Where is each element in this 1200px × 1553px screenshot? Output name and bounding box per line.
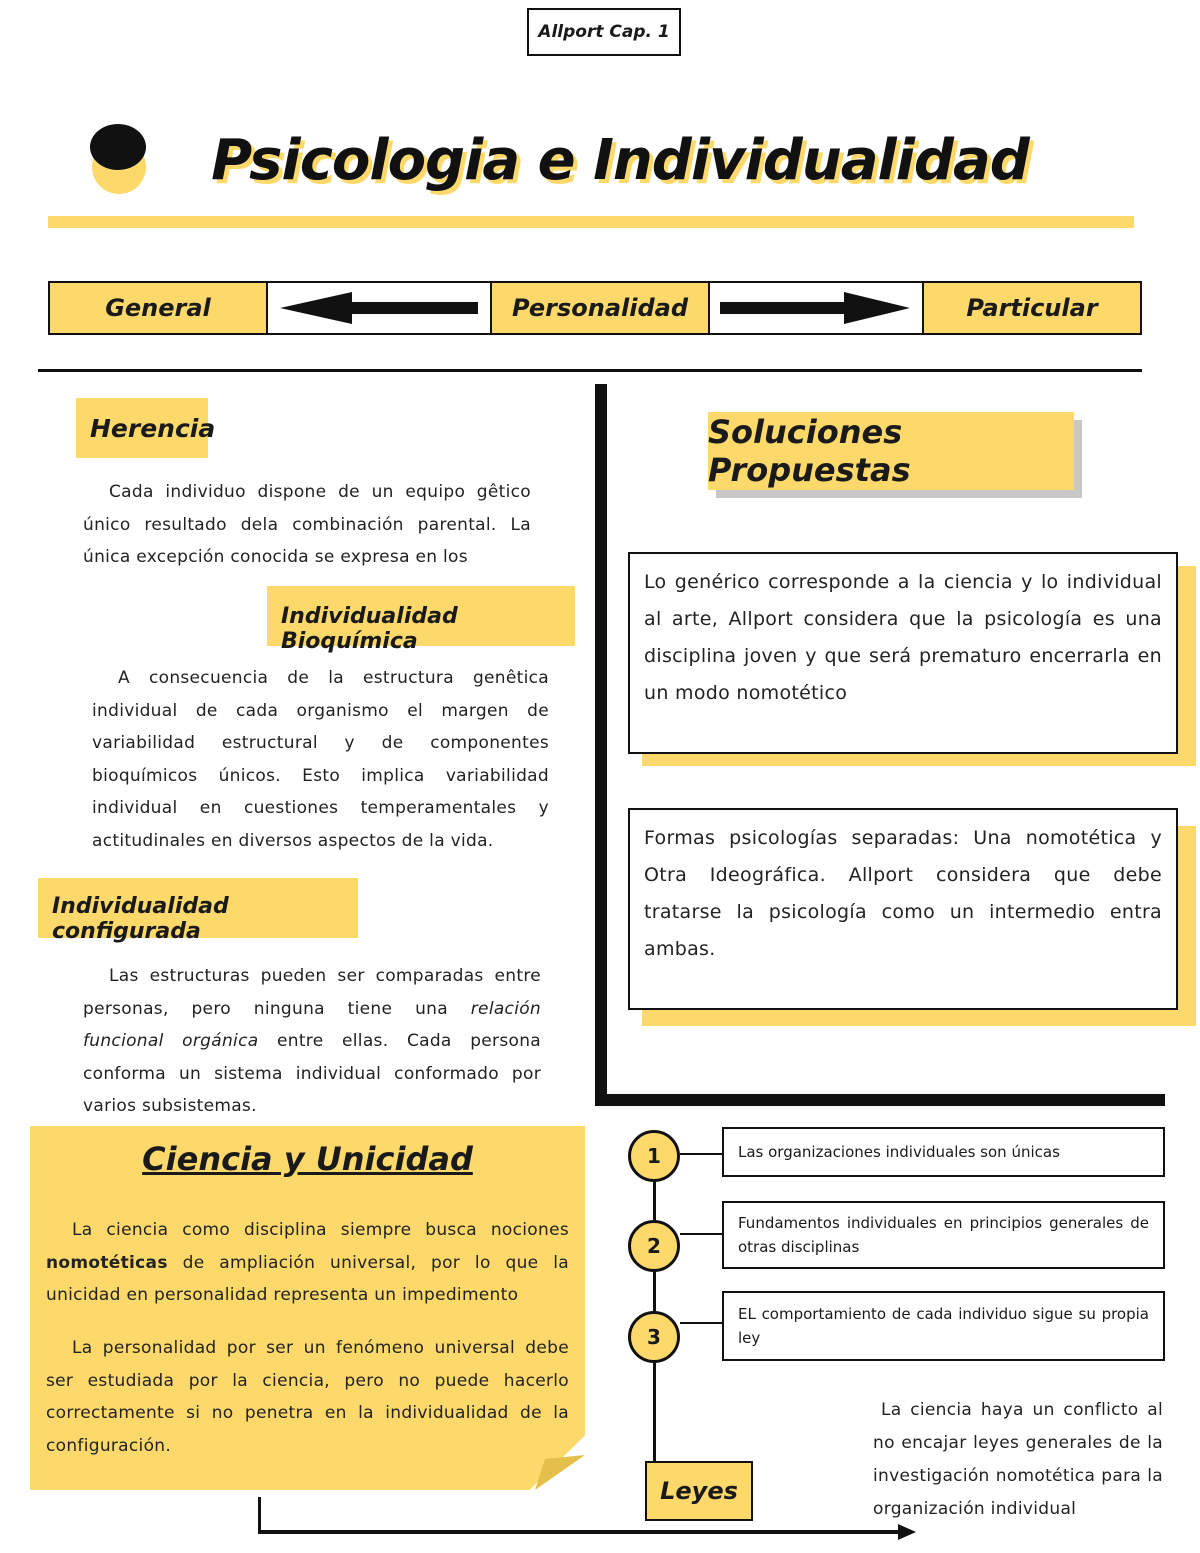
law-connector-1 — [680, 1153, 724, 1155]
law-number-1: 1 — [628, 1130, 680, 1182]
spectrum-general: General — [48, 281, 268, 335]
chapter-tag: Allport Cap. 1 — [527, 8, 681, 56]
spectrum-particular: Particular — [922, 281, 1142, 335]
ciencia-p1 — [46, 1214, 569, 1312]
bioquimica-heading: Individualidad Bioquímica — [267, 586, 575, 646]
ciencia-p1-b: de ampliación universal, por lo que la unicidad en personalidad representa un impedimento — [46, 1252, 569, 1305]
solution-box-1: Lo genérico corresponde a la ciencia y lo individual al arte, Allport considera que la psicología es una disciplina joven y que será prematuro encerrarla en un modo nomotético — [628, 552, 1178, 754]
ciencia-p1-a: La ciencia como disciplina siempre busca nociones — [72, 1220, 569, 1240]
ciencia-p1-bold: nomotéticas — [46, 1252, 168, 1273]
right-arrow-icon — [720, 290, 910, 326]
leyes-label: Leyes — [645, 1461, 753, 1521]
law-number-3: 3 — [628, 1311, 680, 1363]
section-divider — [38, 369, 1142, 372]
configurada-text-b: entre ellas. Cada persona conforma un sistema individual conformado por varios subsistemas. — [83, 1031, 541, 1116]
conflict-text: La ciencia haya un conflicto al no encajar leyes generales de la investigación nomotética para la organización individual — [873, 1400, 1163, 1519]
law-item-2: Fundamentos individuales en principios generales de otras disciplinas — [722, 1201, 1165, 1269]
law-item-1: Las organizaciones individuales son únicas — [722, 1127, 1165, 1177]
title-dot — [90, 124, 146, 170]
ciencia-p2: La personalidad por ser un fenómeno universal debe ser estudiada por la ciencia, pero no puede hacerlo correctamente si no penetra en la individualidad de la configuración. — [46, 1338, 569, 1456]
law-connector-2 — [680, 1233, 724, 1235]
law-connector-3 — [680, 1322, 724, 1324]
configurada-text — [83, 960, 541, 1123]
law-number-2: 2 — [628, 1220, 680, 1272]
horizontal-bar — [595, 1094, 1165, 1106]
bottom-arrow-icon — [258, 1522, 916, 1544]
spectrum-personalidad: Personalidad — [490, 281, 710, 335]
law-item-3: EL comportamiento de cada individuo sigue su propia ley — [722, 1291, 1165, 1361]
solution-box-2: Formas psicologías separadas: Una nomotética y Otra Ideográfica. Allport considera que debe tratarse la psicología como un intermedio entra ambas. — [628, 808, 1178, 1010]
title-underline — [48, 216, 1134, 228]
soluciones-heading: Soluciones Propuestas — [708, 412, 1074, 490]
configurada-text-a: Las estructuras pueden ser comparadas entre personas, pero ninguna tiene una — [83, 966, 541, 1019]
vertical-bar — [595, 384, 607, 1106]
configurada-heading: Individualidad configurada — [38, 878, 358, 938]
ciencia-heading: Ciencia y Unicidad — [142, 1140, 473, 1178]
herencia-heading: Herencia — [76, 398, 208, 458]
left-arrow-icon — [280, 290, 480, 326]
bioquimica-text: A consecuencia de la estructura genêtica individual de cada organismo el margen de variabilidad estructural y de componentes bioquímicos únicos. Esto implica variabilidad individual en cuestiones temperamentales y actitudinales en diversos aspectos de la vida. — [92, 668, 549, 851]
page-title: Psicologia e Individualidad — [211, 128, 1029, 193]
herencia-text: Cada individuo dispone de un equipo gêtico único resultado dela combinación parental. La única excepción conocida se expresa en los — [83, 482, 531, 567]
configurada-text-em: relación funcional orgánica — [83, 998, 541, 1051]
